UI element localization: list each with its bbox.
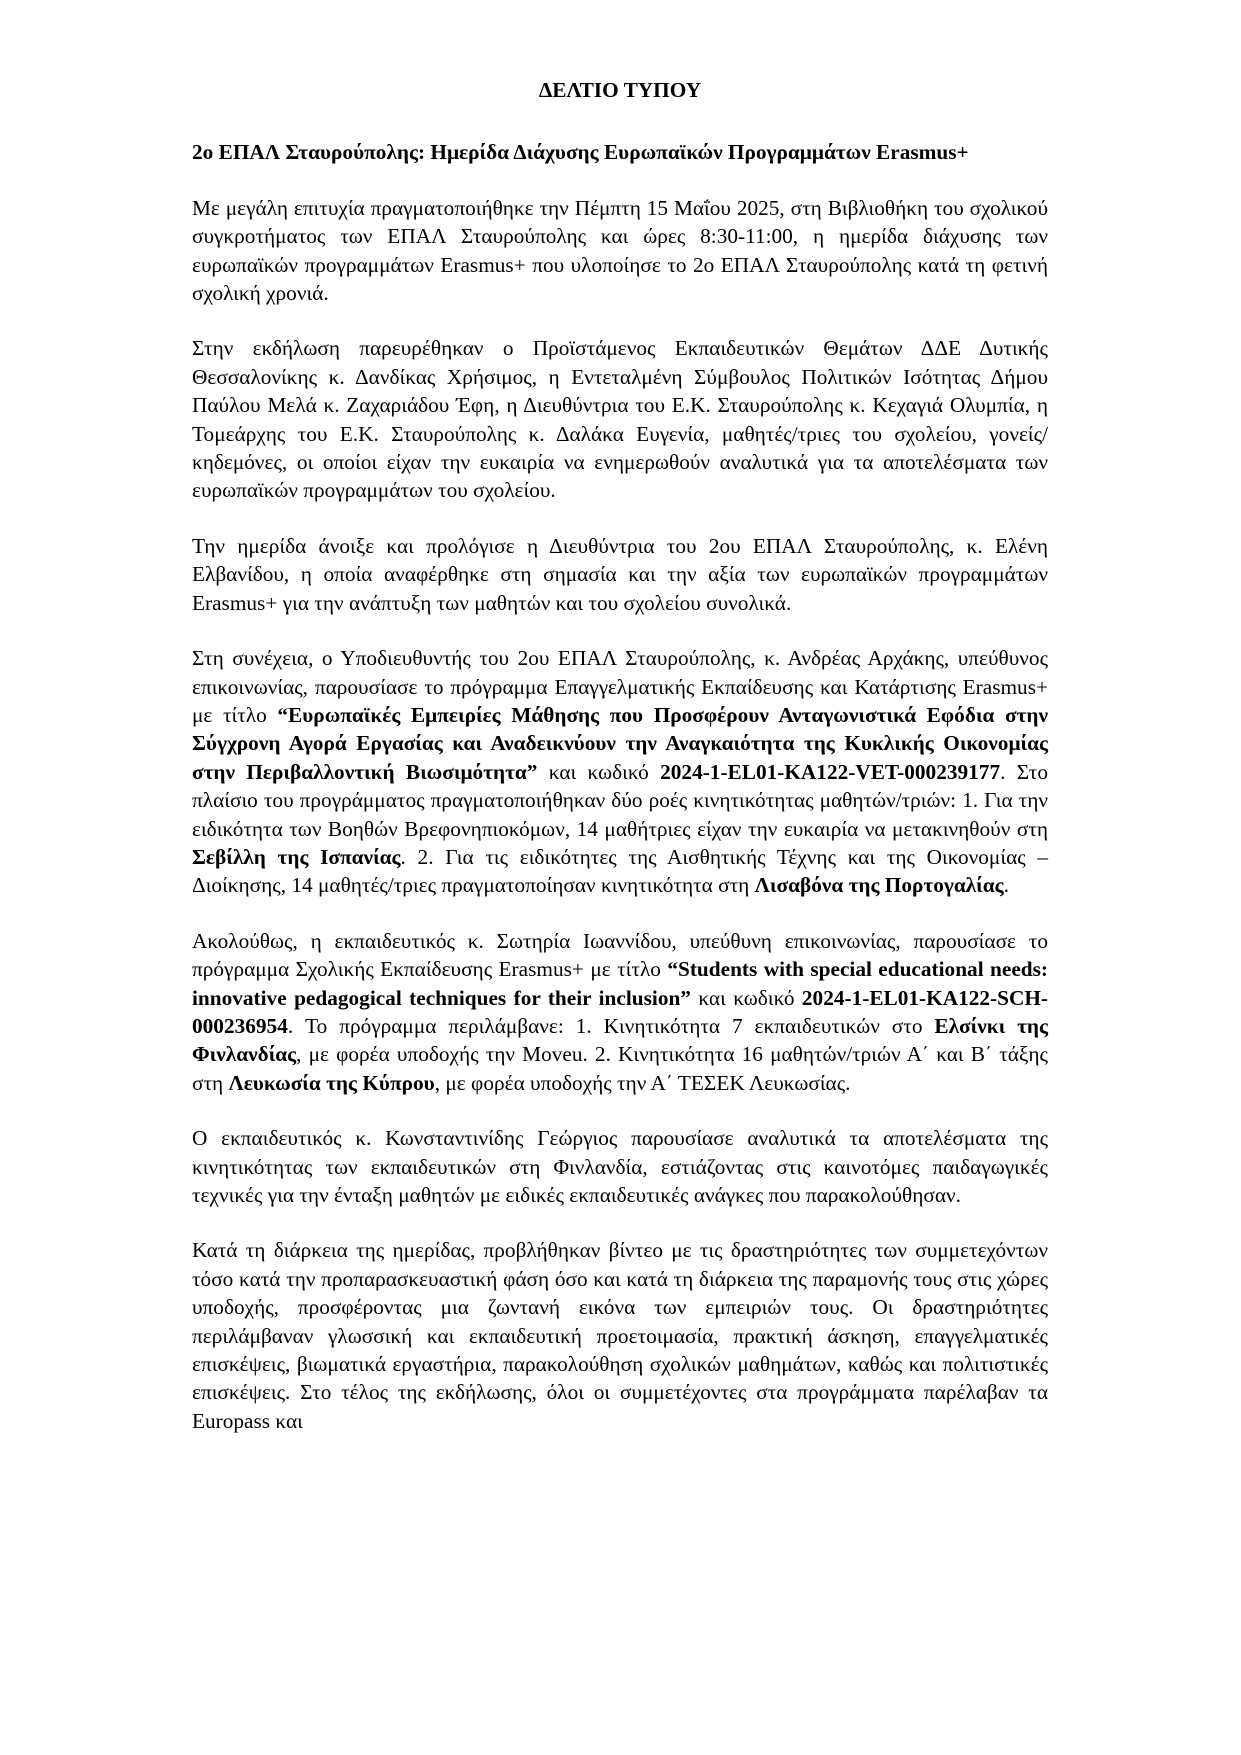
body-paragraph [192, 644, 1048, 900]
body-paragraph [192, 1236, 1048, 1435]
bold-text: Σεβίλλη της Ισπανίας [192, 844, 401, 869]
body-paragraph [192, 1124, 1048, 1209]
bold-text: 2024-1-EL01-KA122-VET-000239177 [660, 759, 1001, 784]
paragraph-text: Την ημερίδα άνοιξε και προλόγισε η Διευθύντρια του 2ου ΕΠΑΛ Σταυρούπολης, κ. Ελένη Ελβανίδου, η οποία αναφέρθηκε στη σημασία και την αξία των ευρωπαϊκών προγραμμάτων Erasmus+ για την ανάπτυξη των μαθητών και του σχολείου συνολικά. [192, 533, 1048, 615]
press-release-page [192, 60, 1048, 1435]
body-paragraph [192, 532, 1048, 617]
document-heading: 2ο ΕΠΑΛ Σταυρούπολης: Ημερίδα Διάχυσης Ευρωπαϊκών Προγραμμάτων Erasmus+ [192, 140, 969, 165]
paragraph-text: και κωδικό [537, 759, 661, 784]
document-title: ΔΕΛΤΙΟ ΤΥΠΟΥ [538, 78, 702, 102]
paragraph-text: Ακολούθως, η εκπαιδευτικός κ. Σωτηρία Ιωαννίδου, υπεύθυνη επικοινωνίας, παρουσίασε το πρόγραμμα Σχολικής Εκπαίδευσης Erasmus+ με τίτλο [192, 928, 1048, 982]
paragraph-text: . Στο πλαίσιο του προγράμματος πραγματοποιήθηκαν δύο ροές κινητικότητας μαθητών/τριών: 1. Για την ειδικότητα των Βοηθών Βρεφονηπιοκόμων, 14 μαθήτριες είχαν την ευκαιρία να μετακινηθούν στη [192, 759, 1048, 841]
paragraph-text: Με μεγάλη επιτυχία πραγματοποιήθηκε την Πέμπτη 15 Μαΐου 2025, στη Βιβλιοθήκη του σχολικού συγκροτήματος των ΕΠΑΛ Σταυρούπολης και ώρες 8:30-11:00, η ημερίδα διάχυσης των ευρωπαϊκών προγραμμάτων Erasmus+ που υλοποίησε το 2ο ΕΠΑΛ Σταυρούπολης κατά τη φετινή σχολική χρονιά. [192, 195, 1048, 306]
bold-text: “Ευρωπαϊκές Εμπειρίες Μάθησης που Προσφέρουν Ανταγωνιστικά Εφόδια στην Σύγχρονη Αγορά Εργασίας και Αναδεικνύουν την Αναγκαιότητα της Κυκλικής Οικονομίας στην Περιβαλλοντική Βιωσιμότητα” [192, 702, 1048, 784]
bold-text: Λευκωσία της Κύπρου [228, 1070, 435, 1095]
paragraph-text: Ο εκπαιδευτικός κ. Κωνσταντινίδης Γεώργιος παρουσίασε αναλυτικά τα αποτελέσματα της κινητικότητας των εκπαιδευτικών στη Φινλανδία, εστιάζοντας στις καινοτόμες παιδαγωγικές τεχνικές για την ένταξη μαθητών με ειδικές εκπαιδευτικές ανάγκες που παρακολούθησαν. [192, 1126, 1048, 1207]
paragraph-text: , με φορέα υποδοχής την Moveu. 2. Κινητικότητα 16 μαθητών/τριών Α΄ και Β΄ τάξης στη [192, 1042, 1048, 1095]
paragraph-text: , με φορέα υποδοχής την Α΄ ΤΕΣΕΚ Λευκωσίας. [434, 1070, 851, 1095]
paragraph-text: . 2. Για τις ειδικότητες της Αισθητικής Τέχνης και της Οικονομίας – Διοίκησης, 14 μαθητές/τριες πραγματοποίησαν κινητικότητα στη [192, 844, 1048, 898]
body-paragraph [192, 927, 1048, 1097]
bold-text: Λισαβόνα της Πορτογαλίας [754, 873, 1004, 898]
body-paragraph [192, 334, 1048, 504]
body-paragraph [192, 194, 1048, 308]
bold-text: Ελσίνκι της Φινλανδίας [192, 1013, 1048, 1067]
bold-text: “Students with special educational needs: innovative pedagogical techniques for their inclusion” [192, 957, 1048, 1010]
paragraph-text: και κωδικό [690, 985, 802, 1010]
paragraph-text: Στην εκδήλωση παρευρέθηκαν ο Προϊστάμενος Εκπαιδευτικών Θεμάτων ΔΔΕ Δυτικής Θεσσαλονίκης κ. Δανδίκας Χρήσιμος, η Εντεταλμένη Σύμβουλος Πολιτικών Ισότητας Δήμου Παύλου Μελά κ. Ζαχαριάδου Έφη, η Διευθύντρια του Ε.Κ. Σταυρούπολης κ. Κεχαγιά Ολυμπία, η Τομεάρχης του Ε.Κ. Σταυρούπολης κ. Δαλάκα Ευγενία, μαθητές/τριες του σχολείου, γονείς/κηδεμόνες, οι οποίοι είχαν την ευκαιρία να ενημερωθούν αναλυτικά για τα αποτελέσματα των ευρωπαϊκών προγραμμάτων του σχολείου. [192, 336, 1048, 503]
paragraph-text: . [1003, 873, 1009, 898]
paragraph-text: . Το πρόγραμμα περιλάμβανε: 1. Κινητικότητα 7 εκπαιδευτικών στο [287, 1013, 935, 1038]
paragraph-text: Στη συνέχεια, ο Υποδιευθυντής του 2ου ΕΠΑΛ Σταυρούπολης, κ. Ανδρέας Αρχάκης, υπεύθυνος επικοινωνίας, παρουσίασε το πρόγραμμα Επαγγελματικής Εκπαίδευσης και Κατάρτισης Erasmus+ με τίτλο [192, 646, 1048, 727]
bold-text: 2024-1-EL01-KA122-SCH-000236954 [192, 985, 1048, 1038]
paragraph-text: Κατά τη διάρκεια της ημερίδας, προβλήθηκαν βίντεο με τις δραστηριότητες των συμμετεχόντων τόσο κατά την προπαρασκευαστική φάση όσο και κατά τη διάρκεια της παραμονής τους στις χώρες υποδοχής, προσφέροντας μια ζωντανή εικόνα των εμπειριών τους. Οι δραστηριότητες περιλάμβαναν γλωσσική και εκπαιδευτική προετοιμασία, πρακτική άσκηση, επαγγελματικές επισκέψεις, βιωματικά εργαστήρια, παρακολούθηση σχολικών μαθημάτων, καθώς και πολιτιστικές επισκέψεις. Στο τέλος της εκδήλωσης, όλοι οι συμμετέχοντες στα προγράμματα παρέλαβαν τα Europass και [192, 1238, 1048, 1433]
document-body [192, 194, 1048, 1435]
